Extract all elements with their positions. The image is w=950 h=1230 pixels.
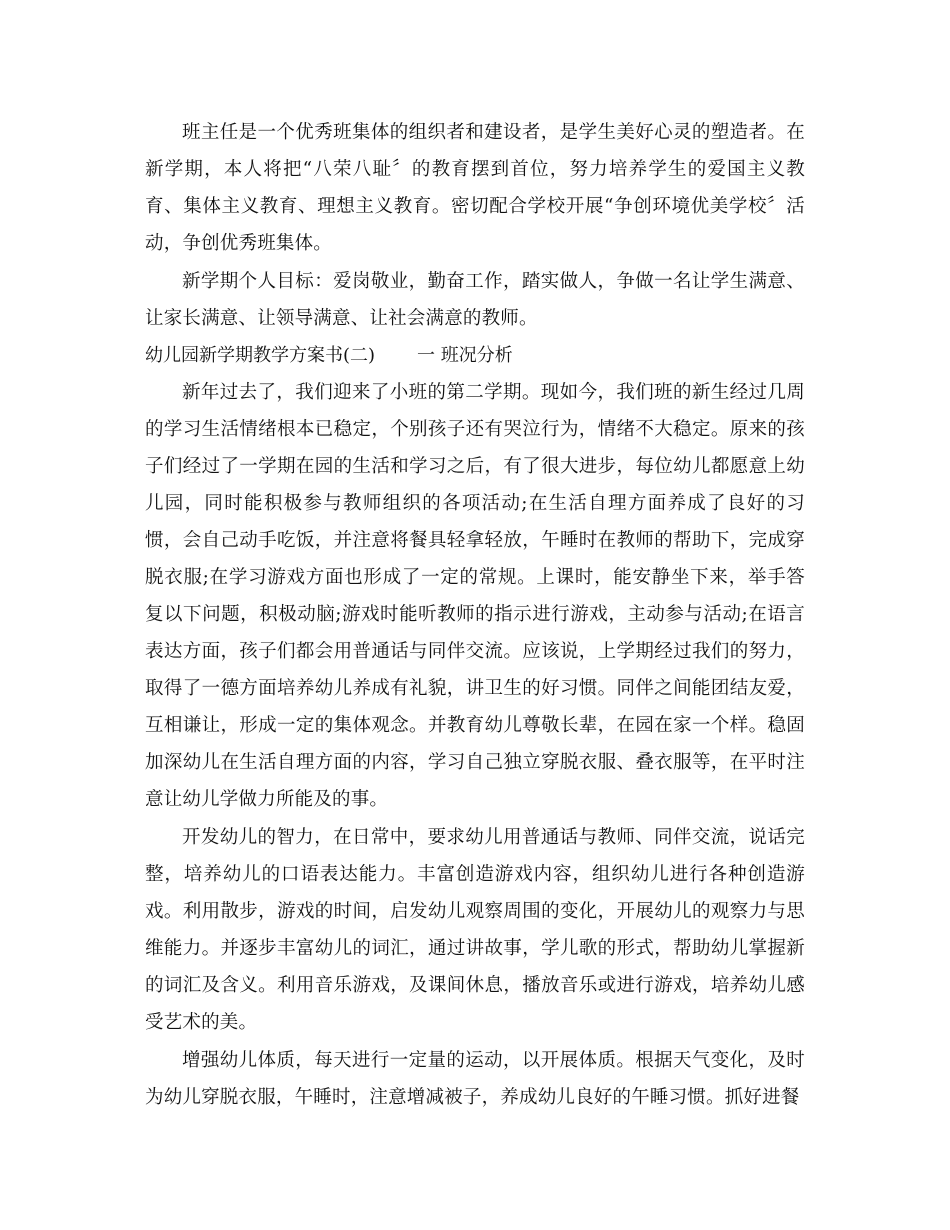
section-heading: [145, 337, 805, 374]
paragraph-class-teacher: 班主任是一个优秀班集体的组织者和建设者，是学生美好心灵的塑造者。在新学期，本人将把“八荣八耻〞的教育摆到首位，努力培养学生的爱国主义教育、集体主义教育、理想主义教育。密切配合学校开展“争创环境优美学校〞活动，争创优秀班集体。: [145, 122, 805, 254]
paragraph-class-analysis: 新年过去了，我们迎来了小班的第二学期。现如今，我们班的新生经过几周的学习生活情绪根本已稳定，个别孩子还有哭泣行为，情绪不大稳定。原来的孩子们经过了一学期在园的生活和学习之后，有了很大进步，每位幼儿都愿意上幼儿园，同时能积极参与教师组织的各项活动;在生活自理方面养成了良好的习惯，会自己动手吃饭，并注意将餐具轻拿轻放，午睡时在教师的帮助下，完成穿脱衣服;在学习游戏方面也形成了一定的常规。上课时，能安静坐下来，举手答复以下问题，积极动脑;游戏时能听教师的指示进行游戏，主动参与活动;在语言表达方面，孩子们都会用普通话与同伴交流。应该说，上学期经过我们的努力，取得了一德方面培养幼儿养成有礼貌，讲卫生的好习惯。同伴之间能团结友爱，互相谦让，形成一定的集体观念。并教育幼儿尊敬长辈，在园在家一个样。稳固加深幼儿在生活自理方面的内容，学习自己独立穿脱衣服、叠衣服等，在平时注意让幼儿学做力所能及的事。: [145, 382, 805, 810]
section-subtitle: 一 班况分析: [417, 345, 513, 366]
section-title: 幼儿园新学期教学方案书(二): [145, 345, 376, 366]
document-page: [145, 114, 805, 1116]
paragraph-intellect: 开发幼儿的智力，在日常中，要求幼儿用普通话与教师、同伴交流，说话完整，培养幼儿的口语表达能力。丰富创造游戏内容，组织幼儿进行各种创造游戏。利用散步，游戏的时间，启发幼儿观察周围的变化，开展幼儿的观察力与思维能力。并逐步丰富幼儿的词汇，通过讲故事，学儿歌的形式，帮助幼儿掌握新的词汇及含义。利用音乐游戏，及课间休息，播放音乐或进行游戏，培养幼儿感受艺术的美。: [145, 827, 805, 1033]
paragraph-physique: 增强幼儿体质，每天进行一定量的运动，以开展体质。根据天气变化，及时为幼儿穿脱衣服，午睡时，注意增减被子，养成幼儿良好的午睡习惯。抓好进餐: [145, 1050, 805, 1108]
paragraph-personal-goal: 新学期个人目标：爱岗敬业，勤奋工作，踏实做人，争做一名让学生满意、让家长满意、让领导满意、让社会满意的教师。: [145, 271, 805, 329]
